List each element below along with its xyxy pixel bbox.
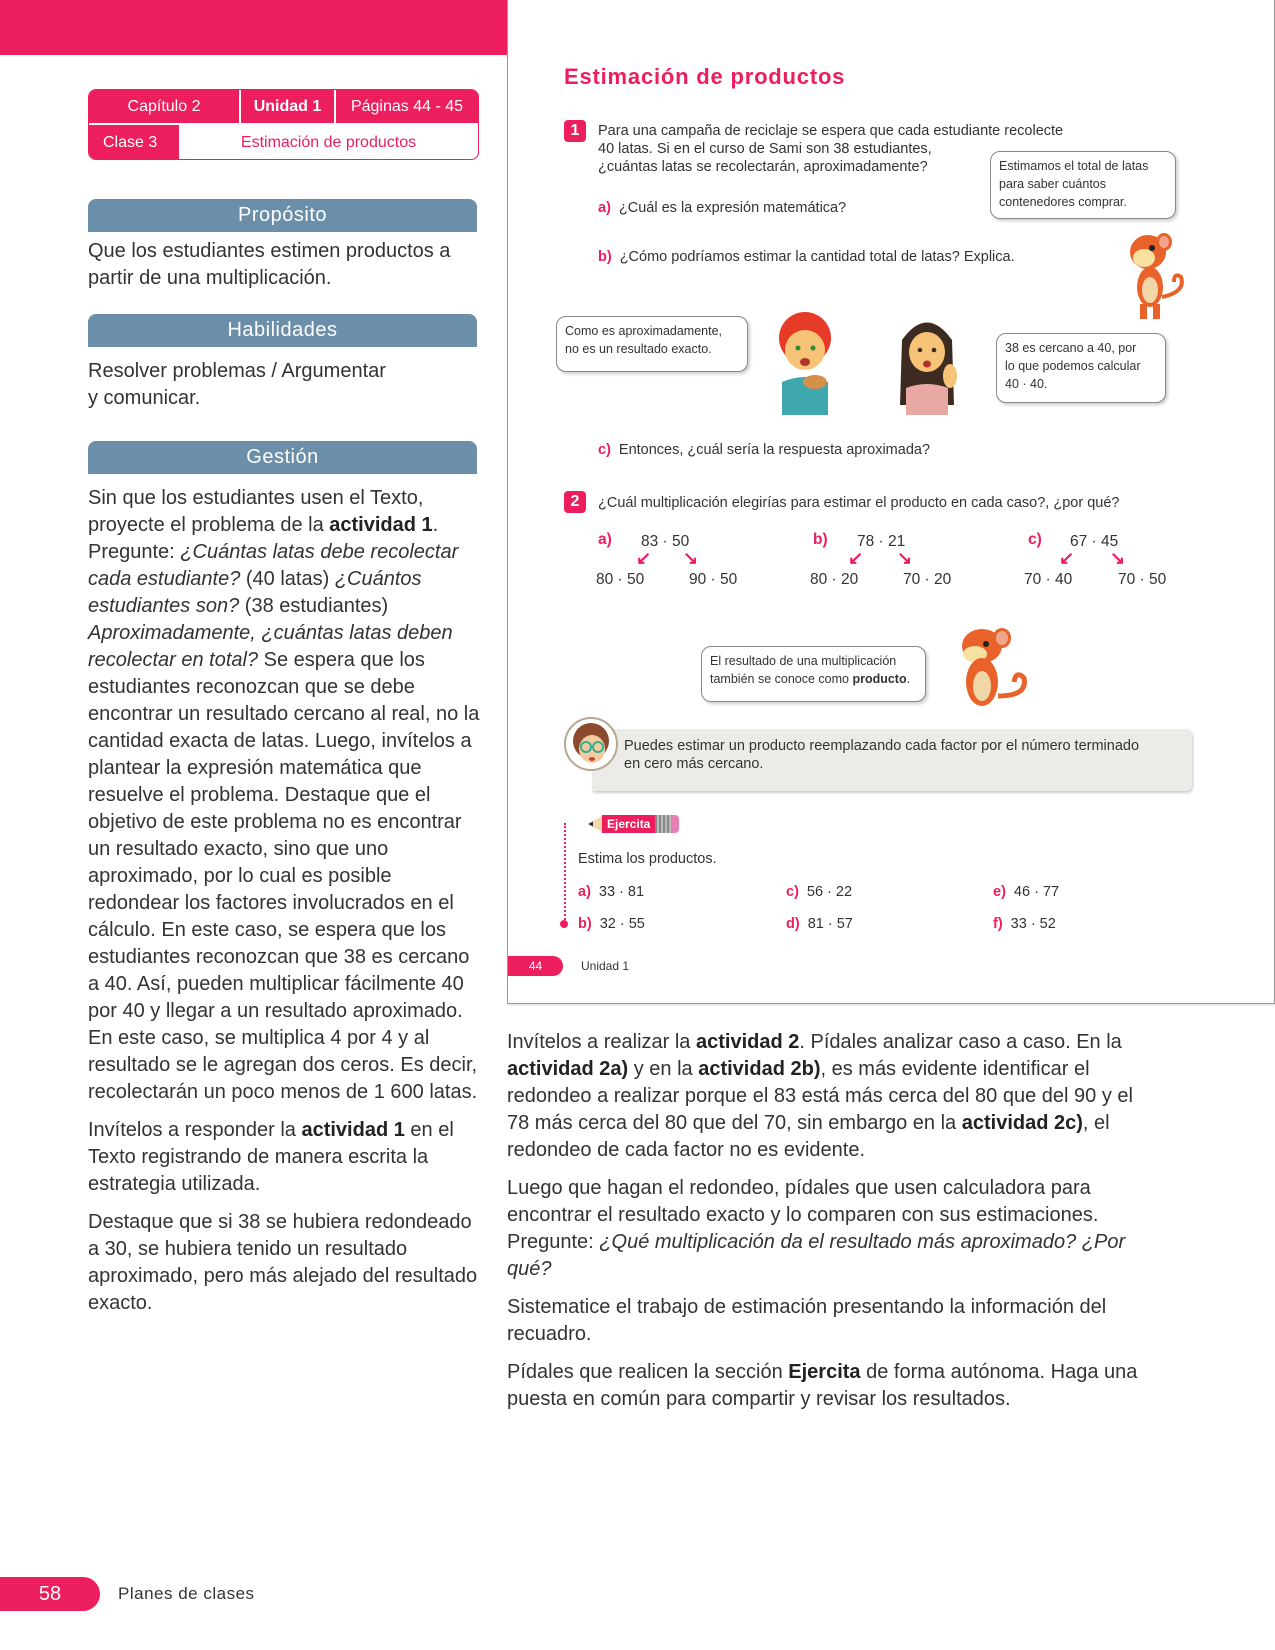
gestion-paragraph-2: Invítelos a responder la actividad 1 en el Texto registrando de manera escrita la estrategia utilizada. <box>88 1119 454 1195</box>
teacher-avatar-icon <box>564 717 618 771</box>
arrow-down-right-icon: ↘ <box>683 548 699 568</box>
gestion-paragraph-3: Destaque que si 38 se hubiera redondeado a 30, se hubiera tenido un resultado aproximado, pero más alejado del resultado exacto. <box>88 1211 478 1314</box>
activity-2c-option-left: 70 · 40 <box>1024 571 1073 588</box>
ejercita-item-c: c) 56 · 22 <box>786 884 853 900</box>
activity-1-badge: 1 <box>564 120 586 142</box>
ejercita-item-b: b) 32 · 55 <box>578 916 645 932</box>
ejercita-pencil-tag: Ejercita <box>588 815 679 833</box>
right-notes <box>507 1029 1147 1424</box>
gestion-text <box>88 485 480 1328</box>
ejercita-instruction: Estima los productos. <box>578 851 717 867</box>
activity-1-prompt: Para una campaña de reciclaje se espera que cada estudiante recolecte 40 latas. Si en el curso de Sami son 38 estudiantes, ¿cuántas latas se recolectarán, aproximadamente? <box>598 123 1064 175</box>
arrow-down-left-icon: ↙ <box>1059 548 1075 568</box>
activity-2b-label: b) <box>813 531 828 548</box>
activity-2b-expr: 78 · 21 <box>857 533 906 550</box>
class-title: Estimación de productos <box>240 134 417 151</box>
arrow-down-right-icon: ↘ <box>897 548 913 568</box>
activity-2c-label: c) <box>1028 531 1042 548</box>
activity-2b-option-right: 70 · 20 <box>903 571 952 588</box>
dot-icon <box>560 920 568 928</box>
boy-character-icon <box>770 310 850 420</box>
activity-2b-option-left: 80 · 20 <box>810 571 859 588</box>
arrow-down-left-icon: ↙ <box>848 548 864 568</box>
speech-bubble-monkey-1: Estimamos el total de latas para saber cuántos contenedores comprar. <box>990 151 1176 219</box>
page-number-badge: 58 <box>0 1577 100 1611</box>
footer-label: Planes de clases <box>118 1584 255 1603</box>
chapter-label: Capítulo 2 <box>89 90 241 123</box>
arrow-down-left-icon: ↙ <box>636 548 652 568</box>
class-label: Clase 3 <box>89 125 179 160</box>
activity-1c: c) Entonces, ¿cuál sería la respuesta aproximada? <box>598 442 931 458</box>
activity-2a-option-left: 80 · 50 <box>596 571 645 588</box>
monkey-character-icon <box>940 624 1040 714</box>
pages-label: Páginas 44 - 45 <box>350 97 464 115</box>
speech-bubble-girl: 38 es cercano a 40, por lo que podemos calcular 40 · 40. <box>996 333 1166 403</box>
monkey-character-icon <box>1116 222 1196 322</box>
activity-2a-expr: 83 · 50 <box>641 533 690 550</box>
activity-1a: a) ¿Cuál es la expresión matemática? <box>598 200 847 216</box>
section-header-habilidades: Habilidades <box>88 314 477 347</box>
textbook-page-unit: Unidad 1 <box>581 959 630 973</box>
notes-paragraph-4: Pídales que realicen la sección Ejercita de forma autónoma. Haga una puesta en común para compartir y revisar los resultados. <box>507 1361 1138 1410</box>
ejercita-item-d: d) 81 · 57 <box>786 916 853 932</box>
textbook-page-preview <box>507 0 1275 1004</box>
girl-character-icon <box>892 310 972 420</box>
ejercita-item-f: f) 33 · 52 <box>993 916 1056 932</box>
activity-2a-option-right: 90 · 50 <box>689 571 738 588</box>
textbook-page-title: Estimación de productos <box>564 64 846 89</box>
activity-2-badge: 2 <box>564 491 586 513</box>
notes-paragraph-2: Luego que hagan el redondeo, pídales que usen calculadora para encontrar el resultado exacto y lo comparen con sus estimaciones. Pregunte: ¿Qué multiplicación da el resultado más aproximado? ¿Por qué? <box>507 1177 1126 1280</box>
ejercita-item-a: a) 33 · 81 <box>578 884 645 900</box>
tip-text: Puedes estimar un producto reemplazando cada factor por el número terminado en cero más cercano. <box>624 738 1140 772</box>
notes-paragraph-3: Sistematice el trabajo de estimación presentando la información del recuadro. <box>507 1296 1107 1345</box>
notes-paragraph-1: Invítelos a realizar la actividad 2. Pídales analizar caso a caso. En la actividad 2a) y en la actividad 2b), es más evidente identificar el redondeo a realizar porque el 83 está más cerca del 80 que del 90 y el 78 más cerca del 80 que del 70, sin embargo en la actividad 2c), el redondeo de cada factor no es evidente. <box>507 1031 1133 1161</box>
habilidades-text: Resolver problemas / Argumentar y comunicar. <box>88 360 386 409</box>
speech-bubble-monkey-2: El resultado de una multiplicación también se conoce como producto. <box>701 646 926 702</box>
section-header-gestion: Gestión <box>88 441 477 474</box>
activity-2-question: ¿Cuál multiplicación elegirías para estimar el producto en cada caso?, ¿por qué? <box>598 495 1120 511</box>
section-header-proposito: Propósito <box>88 199 477 232</box>
unit-label: Unidad 1 <box>241 90 336 123</box>
proposito-text: Que los estudiantes estimen productos a partir de una multiplicación. <box>88 240 451 289</box>
activity-2a-label: a) <box>598 531 612 548</box>
activity-1b: b) ¿Cómo podríamos estimar la cantidad total de latas? Explica. <box>598 249 1015 265</box>
activity-2c-expr: 67 · 45 <box>1070 533 1119 550</box>
ejercita-item-e: e) 46 · 77 <box>993 884 1060 900</box>
pencil-tip-icon <box>588 815 602 833</box>
lesson-meta-table <box>88 89 479 160</box>
speech-bubble-boy: Como es aproximadamente, no es un resultado exacto. <box>556 316 748 372</box>
gestion-paragraph-1: Sin que los estudiantes usen el Texto, proyecte el problema de la actividad 1. Pregunte: ¿Cuántas latas debe recolectar cada estudiante? (40 latas) ¿Cuántos estudiantes son? (38 estudiantes) Aproximadamente, ¿cuántas latas deben recolectar en total? Se espera que los estudiantes reconozcan que se debe encontrar un resultado cercano al real, no la cantidad exacta de latas. Luego, invítelos a plantear la expresión matemática que resuelve el problema. Destaque que el objetivo de este problema no es encontrar un resultado exacto, sino que uno aproximado, por lo cual es posible redondear los factores involucrados en el cálculo. En este caso, se espera que los estudiantes reconozcan que 38 es cercano a 40. Así, pueden multiplicar fácilmente 40 por 40 y llegar a un resultado aproximado. En este caso, se multiplica 4 por 4 y al resultado se le agregan dos ceros. Es decir, recolectarán un poco menos de 1 600 latas. <box>88 487 480 1103</box>
top-accent-bar <box>0 0 507 55</box>
textbook-page-number: 44 <box>508 956 563 976</box>
ejercita-dotted-line <box>564 823 566 923</box>
arrow-down-right-icon: ↘ <box>1110 548 1126 568</box>
activity-2c-option-right: 70 · 50 <box>1118 571 1167 588</box>
